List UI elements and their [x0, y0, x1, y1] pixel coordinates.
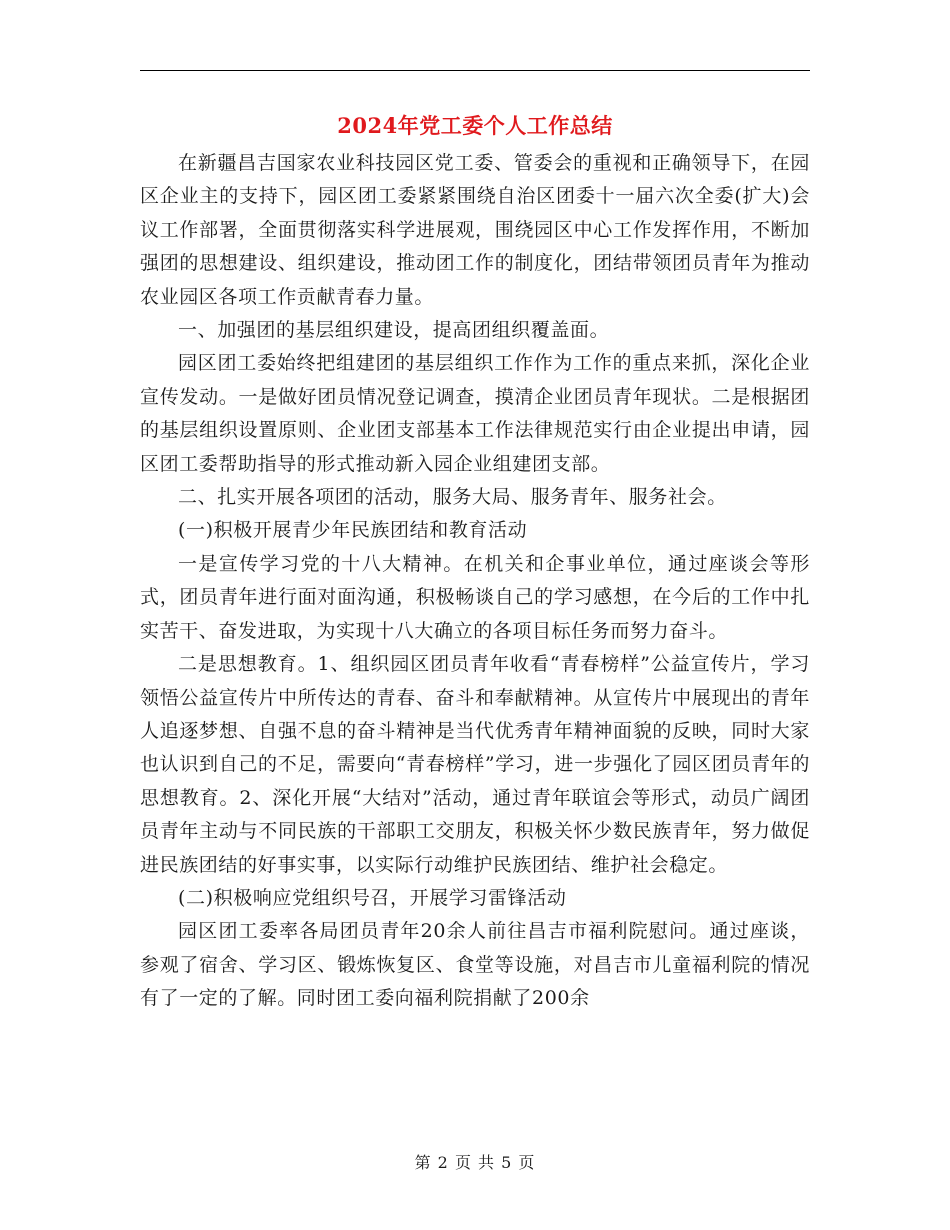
- paragraph-eighteenth-congress: 一是宣传学习党的十八大精神。在机关和企事业单位，通过座谈会等形式，团员青年进行面对面沟通，积极畅谈自己的学习感想，在今后的工作中扎实苦干、奋发进取，为实现十八大确立的各项目标任务而努力奋斗。: [140, 552, 810, 642]
- paragraph-ideological-education: 二是思想教育。1、组织园区团员青年收看“青春榜样”公益宣传片，学习领悟公益宣传片中所传达的青春、奋斗和奉献精神。从宣传片中展现出的青年人追逐梦想、自强不息的奋斗精神是当代优秀青年精神面貌的反映，同时大家也认识到自己的不足，需要向“青春榜样”学习，进一步强化了园区团员青年的思想教育。2、深化开展“大结对”活动，通过青年联谊会等形式，动员广阔团员青年主动与不同民族的干部职工交朋友，积极关怀少数民族青年，努力做促进民族团结的好事实事，以实际行动维护民族团结、维护社会稳定。: [140, 653, 810, 876]
- header-rule: [140, 70, 810, 71]
- paragraph-org-building: 园区团工委始终把组建团的基层组织工作作为工作的重点来抓，深化企业宣传发动。一是做好团员情况登记调查，摸清企业团员青年现状。二是根据团的基层组织设置原则、企业团支部基本工作法律规范实行由企业提出申请，园区团工委帮助指导的形式推动新入园企业组建团支部。: [140, 352, 810, 475]
- document-body: [140, 147, 810, 1016]
- document-title: 2024年党工委个人工作总结: [337, 113, 613, 138]
- page-number-footer: 第 2 页 共 5 页: [414, 1153, 536, 1172]
- subsection-heading-1: (一)积极开展青少年民族团结和教育活动: [178, 519, 528, 542]
- section-heading-1: 一、加强团的基层组织建设，提高团组织覆盖面。: [178, 319, 610, 342]
- subsection-heading-2: (二)积极响应党组织号召，开展学习雷锋活动: [178, 886, 567, 909]
- section-heading-2: 二、扎实开展各项团的活动，服务大局、服务青年、服务社会。: [178, 486, 727, 509]
- paragraph-intro: 在新疆昌吉国家农业科技园区党工委、管委会的重视和正确领导下，在园区企业主的支持下，园区团工委紧紧围绕自治区团委十一届六次全委(扩大)会议工作部署，全面贯彻落实科学进展观，围绕园区中心工作发挥作用，不断加强团的思想建设、组织建设，推动团工作的制度化，团结带领团员青年为推动农业园区各项工作贡献青春力量。: [140, 152, 810, 308]
- paragraph-welfare-visit: 园区团工委率各局团员青年20余人前往昌吉市福利院慰问。通过座谈，参观了宿舍、学习区、锻炼恢复区、食堂等设施，对昌吉市儿童福利院的情况有了一定的了解。同时团工委向福利院捐献了200余: [140, 920, 810, 1010]
